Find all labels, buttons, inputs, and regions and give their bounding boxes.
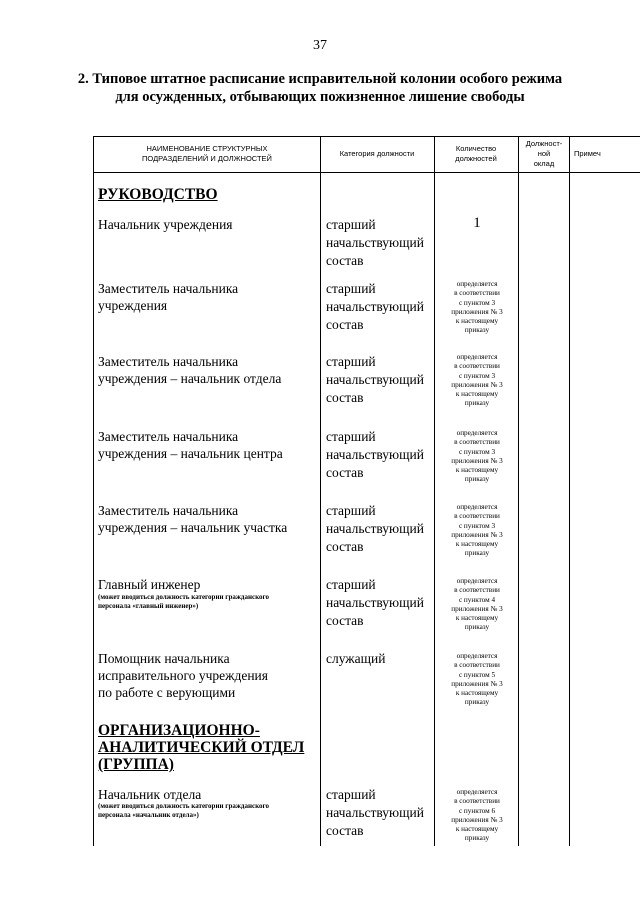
category-line: состав bbox=[326, 253, 364, 268]
category-line: старший bbox=[326, 503, 376, 518]
document-title bbox=[40, 70, 600, 106]
count-line: к настоящему bbox=[455, 825, 499, 834]
position-category bbox=[326, 428, 434, 482]
category-line: старший bbox=[326, 787, 376, 802]
category-line: состав bbox=[326, 390, 364, 405]
position-count bbox=[438, 577, 516, 633]
count-line: определяется bbox=[456, 429, 498, 437]
count-line: приложения № 3 bbox=[451, 604, 503, 613]
count-line: к настоящему bbox=[455, 317, 499, 326]
position-name bbox=[98, 502, 316, 536]
category-line: состав bbox=[326, 317, 364, 332]
position-name bbox=[98, 216, 316, 233]
position-category bbox=[326, 353, 434, 407]
count-line: с пунктом 6 bbox=[458, 806, 496, 815]
table-border bbox=[434, 136, 435, 846]
count-line: приказу bbox=[464, 399, 490, 408]
note-line: (может вводиться должность категории гражданского bbox=[98, 593, 270, 601]
category-line: старший bbox=[326, 577, 376, 592]
count-line: с пунктом 3 bbox=[458, 371, 496, 380]
category-line: служащий bbox=[326, 651, 386, 666]
position-count: 1 bbox=[473, 215, 481, 231]
category-line: состав bbox=[326, 823, 364, 838]
count-line: к настоящему bbox=[455, 614, 499, 623]
count-line: определяется bbox=[456, 503, 498, 511]
header-text: оклад bbox=[533, 159, 555, 168]
note-line: персонала «начальник отдела») bbox=[98, 811, 199, 819]
header-category: Категория должности bbox=[339, 149, 415, 158]
count-line: приказу bbox=[464, 475, 490, 484]
position-line: исправительного учреждения bbox=[98, 668, 268, 683]
category-line: старший bbox=[326, 429, 376, 444]
position-name bbox=[98, 576, 316, 593]
position-name bbox=[98, 280, 316, 314]
page-number: 37 bbox=[313, 38, 327, 53]
category-line: состав bbox=[326, 539, 364, 554]
count-line: приложения № 3 bbox=[451, 307, 503, 316]
section-heading: РУКОВОДСТВО bbox=[98, 186, 218, 203]
count-line: приложения № 3 bbox=[451, 456, 503, 465]
count-line: с пунктом 3 bbox=[458, 298, 496, 307]
section-heading bbox=[98, 722, 304, 773]
count-line: с пунктом 3 bbox=[458, 447, 496, 456]
count-line: с пунктом 4 bbox=[458, 595, 496, 604]
position-category bbox=[326, 280, 434, 334]
count-line: в соответствии bbox=[454, 362, 500, 371]
count-line: приложения № 3 bbox=[451, 530, 503, 539]
position-note bbox=[98, 593, 316, 611]
category-line: начальствующий bbox=[326, 447, 424, 462]
header-text: ПОДРАЗДЕЛЕНИЙ И ДОЛЖНОСТЕЙ bbox=[142, 154, 272, 163]
count-line: в соответствии bbox=[454, 797, 500, 806]
table-border bbox=[320, 136, 321, 846]
count-line: определяется bbox=[456, 652, 498, 660]
position-line: Заместитель начальника bbox=[98, 354, 239, 369]
category-line: старший bbox=[326, 354, 376, 369]
position-name bbox=[98, 650, 316, 701]
count-line: к настоящему bbox=[455, 390, 499, 399]
position-note bbox=[98, 802, 316, 820]
position-line: учреждения – начальник отдела bbox=[98, 371, 282, 386]
position-count bbox=[438, 353, 516, 409]
position-count bbox=[438, 652, 516, 708]
header-text: Количество bbox=[455, 144, 497, 153]
position-category bbox=[326, 502, 434, 556]
table-border bbox=[93, 136, 640, 137]
category-line: начальствующий bbox=[326, 235, 424, 250]
position-count bbox=[438, 429, 516, 485]
count-line: определяется bbox=[456, 280, 498, 288]
count-line: к настоящему bbox=[455, 689, 499, 698]
section-heading-line: АНАЛИТИЧЕСКИЙ ОТДЕЛ bbox=[98, 739, 305, 756]
category-line: старший bbox=[326, 217, 376, 232]
count-line: в соответствии bbox=[454, 289, 500, 298]
position-line: Начальник учреждения bbox=[98, 217, 233, 232]
position-category bbox=[326, 216, 434, 270]
section-heading-line: ОРГАНИЗАЦИОННО- bbox=[98, 722, 260, 739]
position-category bbox=[326, 576, 434, 630]
count-line: приказу bbox=[464, 549, 490, 558]
count-line: приказу bbox=[464, 326, 490, 335]
header-count bbox=[436, 144, 516, 164]
count-line: в соответствии bbox=[454, 512, 500, 521]
count-line: к настоящему bbox=[455, 540, 499, 549]
category-line: начальствующий bbox=[326, 521, 424, 536]
position-line: учреждения – начальник участка bbox=[98, 520, 288, 535]
position-count bbox=[438, 280, 516, 336]
title-line: 2. Типовое штатное расписание исправительной колонии особого режима bbox=[77, 71, 563, 87]
header-text: НАИМЕНОВАНИЕ СТРУКТУРНЫХ bbox=[146, 144, 268, 153]
table-border bbox=[93, 172, 640, 173]
count-line: приложения № 3 bbox=[451, 679, 503, 688]
count-line: определяется bbox=[456, 353, 498, 361]
position-category bbox=[326, 650, 434, 668]
category-line: старший bbox=[326, 281, 376, 296]
category-line: начальствующий bbox=[326, 805, 424, 820]
count-line: с пунктом 3 bbox=[458, 521, 496, 530]
position-line: Главный инженер bbox=[98, 577, 201, 592]
position-line: Заместитель начальника bbox=[98, 503, 239, 518]
count-line: определяется bbox=[456, 577, 498, 585]
position-name bbox=[98, 428, 316, 462]
note-line: персонала «главный инженер») bbox=[98, 602, 199, 610]
position-count bbox=[438, 788, 516, 844]
position-count bbox=[438, 503, 516, 559]
table-border bbox=[518, 136, 519, 846]
note-line: (может вводиться должность категории гражданского bbox=[98, 802, 270, 810]
header-text: должностей bbox=[455, 154, 497, 163]
header-note: Примеч bbox=[574, 149, 601, 158]
position-line: Заместитель начальника bbox=[98, 429, 239, 444]
table-border bbox=[569, 136, 570, 846]
count-line: приказу bbox=[464, 834, 490, 843]
category-line: состав bbox=[326, 613, 364, 628]
category-line: начальствующий bbox=[326, 299, 424, 314]
count-line: приложения № 3 bbox=[451, 815, 503, 824]
header-name bbox=[96, 144, 318, 164]
position-name bbox=[98, 353, 316, 387]
count-line: к настоящему bbox=[455, 466, 499, 475]
count-line: приказу bbox=[464, 698, 490, 707]
position-line: учреждения – начальник центра bbox=[98, 446, 283, 461]
position-line: Помощник начальника bbox=[98, 651, 230, 666]
position-line: по работе с верующими bbox=[98, 685, 236, 700]
count-line: в соответствии bbox=[454, 661, 500, 670]
position-line: Начальник отдела bbox=[98, 787, 202, 802]
count-line: в соответствии bbox=[454, 586, 500, 595]
category-line: начальствующий bbox=[326, 372, 424, 387]
header-text: Должност- bbox=[525, 139, 563, 148]
count-line: приказу bbox=[464, 623, 490, 632]
count-line: с пунктом 5 bbox=[458, 670, 496, 679]
position-line: учреждения bbox=[98, 298, 168, 313]
count-line: в соответствии bbox=[454, 438, 500, 447]
table-border bbox=[93, 136, 94, 846]
position-line: Заместитель начальника bbox=[98, 281, 239, 296]
header-text: ной bbox=[537, 149, 551, 158]
count-line: определяется bbox=[456, 788, 498, 796]
category-line: состав bbox=[326, 465, 364, 480]
position-category bbox=[326, 786, 434, 840]
header-salary bbox=[520, 139, 568, 169]
position-name bbox=[98, 786, 316, 803]
section-heading-line: (ГРУППА) bbox=[98, 756, 174, 773]
title-line: для осужденных, отбывающих пожизненное лишение свободы bbox=[115, 89, 525, 105]
count-line: приложения № 3 bbox=[451, 380, 503, 389]
category-line: начальствующий bbox=[326, 595, 424, 610]
